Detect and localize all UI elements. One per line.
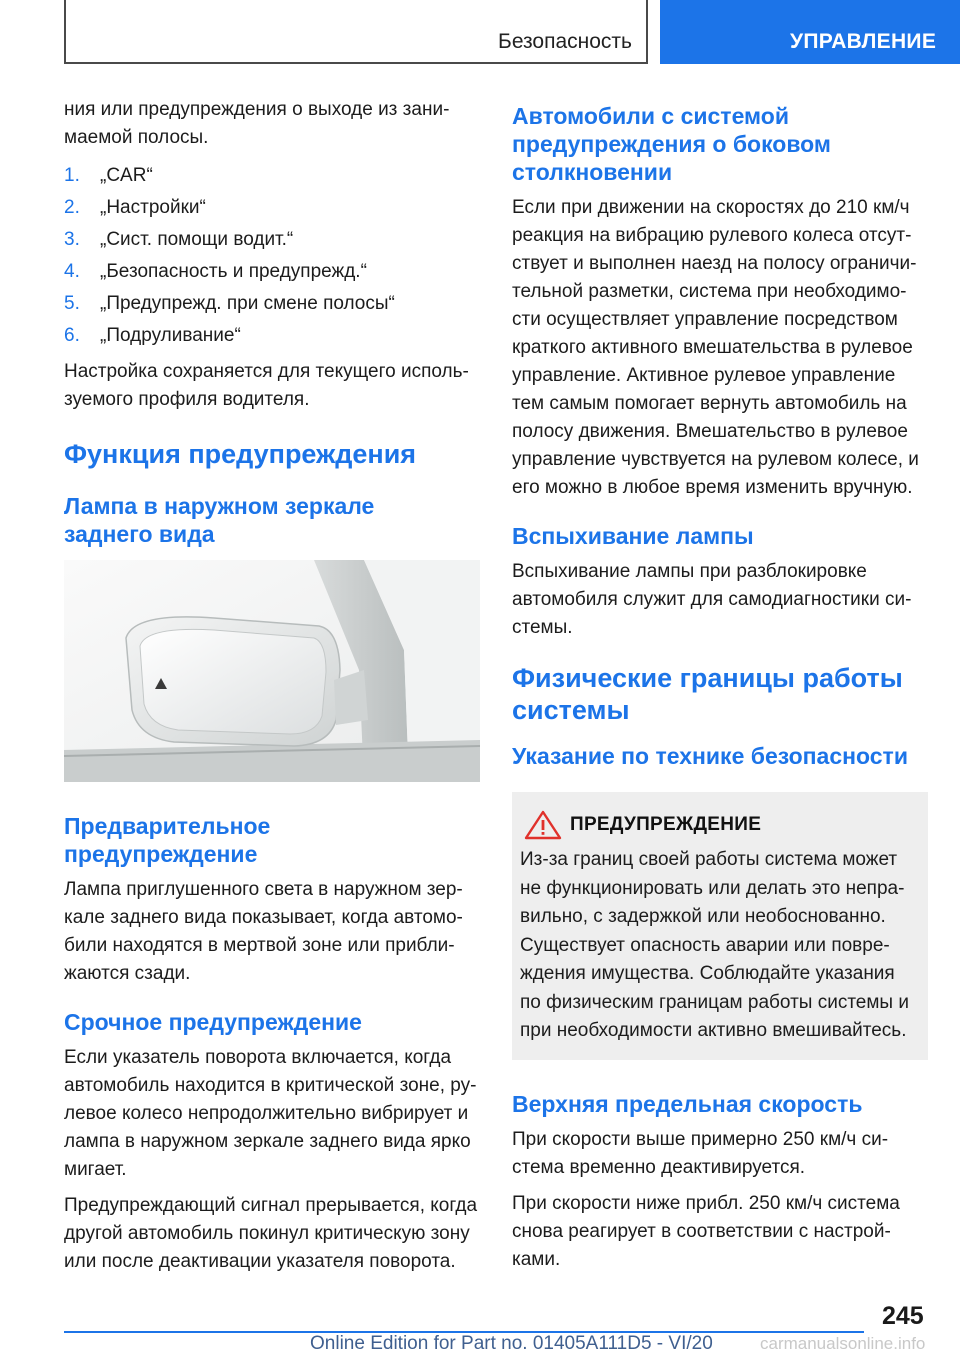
profile-note: Настройка сохраняется для текущего используемого профиля водителя. [64,361,469,410]
heading-physical-limits: Физические границы работы системы [512,663,903,725]
heading-urgent-warning: Срочное предупреждение [64,1009,362,1035]
urgent-warning-text-1: Если указатель поворота включается, когда автомобиль находится в критической зоне, рулевое колесо непродолжительно вибрирует и лампа в наружном зеркале заднего вида ярко мигает. [64,1047,477,1180]
header-chapter-tab [660,0,960,64]
side-mirror-image [64,560,480,782]
list-item: 5. „Предупрежд. при смене полосы“ [64,293,395,314]
upper-speed-text-2: При скорости ниже прибл. 250 км/ч система снова реагирует в соответствии с настройками. [512,1192,900,1270]
warning-text: Из-за границ своей работы система может не функционировать или делать это неправильно, с задержкой или необоснованно. Существует опасность аварии или повреждения имущества. Соблюдайте указания по физическим границам работы системы и при необходимости активно вмешивайтесь. [520,849,909,1041]
footer-edition: Online Edition for Part no. 01405A111D5 - VI/20 [310,1333,713,1354]
list-item: 1. „CAR“ [64,165,153,186]
intro-text: ния или предупреждения о выходе из занимаемой полосы. [64,99,450,148]
heading-mirror-lamp: Лампа в наружном зеркале заднего вида [64,493,375,547]
pre-warning-text: Лампа приглушенного света в наружном зеркале заднего вида показывает, когда автомобили находятся в мертвой зоне или приближаются сзади. [64,879,463,984]
chapter-title: УПРАВЛЕНИЕ [790,30,937,53]
side-collision-text: Если при движении на скоростях до 210 км/ч реакция на вибрацию рулевого колеса отсутствует и выполнен наезд на полосу ограничительной разметки, система при необходимости осуществляет управление посредством краткого активного вмешательства в рулевое управление. Активное рулевое управление тем самым помогает вернуть автомобиль на полосу движения. Вмешательство в рулевое управление чувствуется на рулевом колесе, и его можно в любое время изменить вручную. [512,197,919,498]
warning-title: ПРЕДУПРЕЖДЕНИЕ [570,814,762,835]
header-section-tab [64,0,648,64]
page-number: 245 [882,1302,924,1330]
list-item: 3. „Сист. помощи водит.“ [64,229,294,250]
warning-header [520,810,918,840]
heading-side-collision: Автомобили с системой предупреждения о боковом столкновении [512,103,831,185]
urgent-warning-text-2: Предупреждающий сигнал прерывается, когда другой автомобиль покинул критическую зону или после деактивации указателя поворота. [64,1195,478,1272]
settings-steps-list [64,160,480,352]
lamp-flash-text: Вспыхивание лампы при разблокировке автомобиля служит для самодиагностики системы. [512,561,912,638]
heading-pre-warning: Предварительное предупреждение [64,813,271,867]
left-column-bottom [64,812,480,1284]
section-title: Безопасность [498,30,632,53]
warning-box [512,792,928,1060]
upper-speed-text-1: При скорости выше примерно 250 км/ч система временно деактивируется. [512,1128,889,1178]
right-column [512,102,928,1282]
heading-warning-function: Функция предупреждения [64,439,417,469]
side-mirror-illustration [64,560,480,782]
left-column-top [64,96,480,548]
warning-triangle-icon [524,810,562,840]
heading-safety-note: Указание по технике безопасности [512,743,908,769]
list-item: 4. „Безопасность и предупрежд.“ [64,261,367,282]
heading-upper-speed: Верхняя предельная скорость [512,1090,863,1117]
list-item: 6. „Подруливание“ [64,325,241,346]
list-item: 2. „Настройки“ [64,197,206,218]
heading-lamp-flash: Вспыхивание лампы [512,523,754,549]
watermark: carmanualsonline.info [760,1334,926,1353]
